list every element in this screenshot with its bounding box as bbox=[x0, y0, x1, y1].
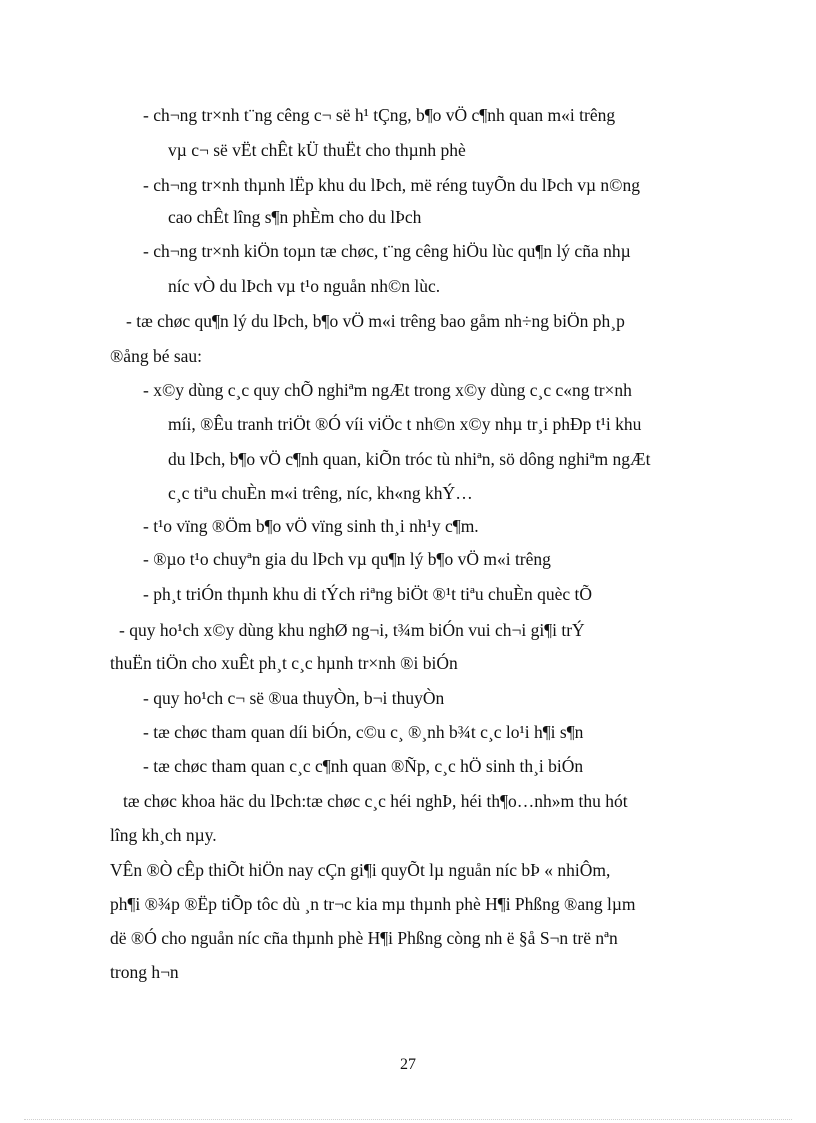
text-line: c¸c tiªu chuÈn m«i trêng, níc, kh«ng khÝ… bbox=[168, 483, 473, 503]
text-line: dë ®Ó cho nguån níc cña thµnh phè H¶i Phßng còng nh ë §å S¬n trë nªn bbox=[110, 928, 618, 948]
text-line: cao chÊt lîng s¶n phÈm cho du lÞch bbox=[168, 207, 422, 227]
text-line: - ch¬ng tr×nh kiÖn toµn tæ chøc, t¨ng cêng hiÖu lùc qu¶n lý cña nhµ bbox=[143, 241, 631, 261]
text-line: - x©y dùng c¸c quy chÕ nghiªm ngÆt trong x©y dùng c¸c c«ng tr×nh bbox=[143, 380, 632, 400]
text-line: - tæ chøc tham quan c¸c c¶nh quan ®Ñp, c¸c hÖ sinh th¸i biÓn bbox=[143, 756, 584, 776]
text-line: du lÞch, b¶o vÖ c¶nh quan, kiÕn tróc tù nhiªn, sö dông nghiªm ngÆt bbox=[168, 449, 651, 469]
text-line: - quy ho¹ch c¬ së ®ua thuyÒn, b¬i thuyÒn bbox=[143, 688, 445, 708]
text-line: tæ chøc khoa häc du lÞch:tæ chøc c¸c héi nghÞ, héi th¶o…nh»m thu hót bbox=[123, 791, 628, 811]
text-line: thuËn tiÖn cho xuÊt ph¸t c¸c hµnh tr×nh ®i biÓn bbox=[110, 653, 458, 673]
text-line: - tæ chøc tham quan díi biÓn, c©u c¸ ®¸nh b¾t c¸c lo¹i h¶i s¶n bbox=[143, 722, 584, 742]
text-line: trong h¬n bbox=[110, 962, 179, 982]
text-line: lîng kh¸ch nµy. bbox=[110, 825, 217, 845]
text-line: vµ c¬ së vËt chÊt kÜ thuËt cho thµnh phè bbox=[168, 140, 466, 160]
text-line: - t¹o vïng ®Öm b¶o vÖ vïng sinh th¸i nh¹y c¶m. bbox=[143, 516, 479, 536]
text-line: - ch¬ng tr×nh t¨ng cêng c¬ së h¹ tÇng, b¶o vÖ c¶nh quan m«i trêng bbox=[143, 105, 616, 125]
text-line: - quy ho¹ch x©y dùng khu nghØ ng¬i, t¾m biÓn vui ch¬i gi¶i trÝ bbox=[119, 620, 585, 640]
page-bottom-rule bbox=[24, 1119, 792, 1120]
text-line: - tæ chøc qu¶n lý du lÞch, b¶o vÖ m«i trêng bao gåm nh÷ng biÖn ph¸p bbox=[126, 311, 625, 331]
page-number: 27 bbox=[400, 1056, 416, 1073]
text-line: níc vÒ du lÞch vµ t¹o nguån nh©n lùc. bbox=[168, 276, 441, 296]
text-line: míi, ®Êu tranh triÖt ®Ó víi viÖc t nh©n x©y nhµ tr¸i phÐp t¹i khu bbox=[168, 414, 642, 434]
text-line: VÊn ®Ò cÊp thiÕt hiÖn nay cÇn gi¶i quyÕt lµ nguån níc bÞ « nhiÔm, bbox=[110, 860, 611, 880]
text-line: - ch¬ng tr×nh thµnh lËp khu du lÞch, më réng tuyÕn du lÞch vµ n©ng bbox=[143, 175, 640, 195]
text-line: ph¶i ®¾p ®Ëp tiÕp tôc dù ¸n tr¬c kia mµ thµnh phè H¶i Phßng ®ang lµm bbox=[110, 894, 636, 914]
text-line: - ®µo t¹o chuyªn gia du lÞch vµ qu¶n lý b¶o vÖ m«i trêng bbox=[143, 549, 551, 569]
text-line: - ph¸t triÓn thµnh khu di tÝch riªng biÖt ®¹t tiªu chuÈn quèc tÕ bbox=[143, 584, 592, 604]
text-line: ®ång bé sau: bbox=[110, 346, 203, 366]
